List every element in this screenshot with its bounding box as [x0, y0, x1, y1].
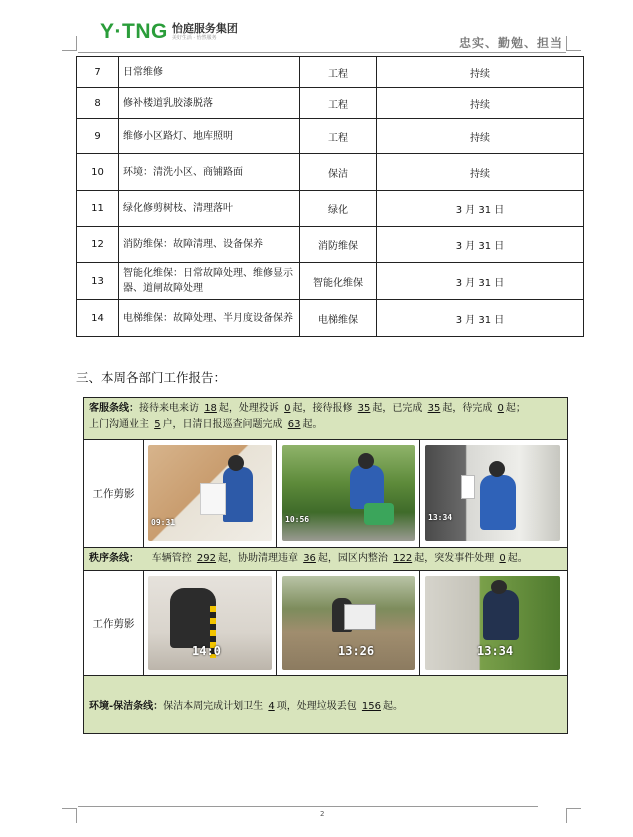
- photo-cell: [144, 571, 277, 675]
- task-content: 日常维修: [119, 57, 300, 88]
- header-divider: [78, 52, 566, 53]
- task-deadline: 持续: [377, 154, 584, 191]
- summary-value: 35: [427, 403, 441, 414]
- photo-row-label: 工作剪影: [84, 440, 144, 547]
- task-number: 11: [77, 191, 119, 227]
- photo-cell: [420, 440, 567, 547]
- photo-timestamp: 14:0: [192, 644, 221, 658]
- department-report: [83, 397, 568, 734]
- work-photo: [148, 576, 272, 670]
- summary-value: 0: [499, 553, 506, 564]
- task-department: 工程: [300, 88, 377, 119]
- task-content: 智能化维保：日常故障处理、维修显示器、道闸故障处理: [119, 263, 300, 300]
- task-department: 保洁: [300, 154, 377, 191]
- summary-value: 0: [284, 403, 291, 414]
- summary-value: 0: [497, 403, 504, 414]
- task-department: 工程: [300, 57, 377, 88]
- order-summary: [84, 548, 567, 571]
- summary-value: 4: [268, 701, 275, 712]
- photo-cell: [277, 440, 420, 547]
- summary-text: 起，协助清理违章: [218, 553, 298, 564]
- photo-cell: [277, 571, 420, 675]
- task-content: 绿化修剪树枝、清理落叶: [119, 191, 300, 227]
- work-photo: [425, 576, 560, 670]
- summary-text: 保洁本周完成计划卫生: [163, 701, 264, 712]
- work-photo: [282, 445, 415, 541]
- task-deadline: 持续: [377, 88, 584, 119]
- summary-text: 起，突发事件处理: [414, 553, 495, 564]
- photo-timestamp: 13:34: [477, 644, 514, 658]
- summary-text: 起。: [302, 419, 323, 430]
- task-content: 修补楼道乳胶漆脱落: [119, 88, 300, 119]
- task-content: 电梯维保：故障处理、半月度设备保养: [119, 300, 300, 337]
- task-number: 9: [77, 119, 119, 154]
- summary-text: 起。: [383, 701, 403, 712]
- photo-cell: [144, 440, 277, 547]
- task-department: 消防维保: [300, 227, 377, 263]
- task-department: 智能化维保: [300, 263, 377, 300]
- crop-mark-bottom-right: [566, 808, 581, 823]
- photo-timestamp: 13:26: [338, 644, 375, 658]
- photo-row-order: [84, 571, 567, 676]
- cleaning-summary: [84, 676, 567, 733]
- task-deadline: 持续: [377, 57, 584, 88]
- logo-chinese-name: 怡庭服务集团: [171, 21, 238, 35]
- summary-text: 接待来电来访: [139, 403, 199, 414]
- task-deadline: 持续: [377, 119, 584, 154]
- table-row: [77, 88, 584, 119]
- task-department: 工程: [300, 119, 377, 154]
- logo-tagline: 美好生活 · 怡然服务: [171, 34, 217, 41]
- summary-value: 292: [196, 553, 216, 564]
- summary-text: 起。: [507, 553, 528, 564]
- customer-service-summary: [84, 398, 567, 440]
- task-deadline: 3 月 31 日: [377, 227, 584, 263]
- summary-value: 36: [303, 553, 316, 564]
- summary-text: 起，待完成: [442, 403, 493, 414]
- photo-timestamp: 09:31: [151, 518, 176, 527]
- task-number: 13: [77, 263, 119, 300]
- task-number: 14: [77, 300, 119, 337]
- work-photo: [282, 576, 415, 670]
- photo-timestamp: 13:34: [428, 513, 453, 522]
- table-row: [77, 119, 584, 154]
- photo-row-label: 工作剪影: [84, 571, 144, 675]
- task-deadline: 3 月 31 日: [377, 263, 584, 300]
- task-number: 8: [77, 88, 119, 119]
- table-row: [77, 191, 584, 227]
- task-department: 绿化: [300, 191, 377, 227]
- crop-mark-top-left: [62, 36, 77, 51]
- summary-text: 项，处理垃圾丢包: [276, 701, 357, 712]
- task-number: 7: [77, 57, 119, 88]
- photo-cell: [420, 571, 567, 675]
- task-number: 10: [77, 154, 119, 191]
- summary-text: 起，园区内整治: [317, 553, 388, 564]
- summary-value: 5: [154, 419, 161, 430]
- footer-divider: [78, 806, 538, 807]
- crop-mark-bottom-left: [62, 808, 77, 823]
- summary-text: 户，日清日报巡查问题完成: [162, 419, 283, 430]
- logo-text: Y·TNG: [100, 20, 168, 43]
- task-deadline: 3 月 31 日: [377, 191, 584, 227]
- crop-mark-top-right: [566, 36, 581, 51]
- table-row: [77, 300, 584, 337]
- summary-value: 122: [393, 553, 413, 564]
- table-row: [77, 154, 584, 191]
- table-row: [77, 263, 584, 300]
- section-title: 三、本周各部门工作报告：: [76, 370, 227, 385]
- summary-value: 63: [287, 419, 301, 430]
- task-number: 12: [77, 227, 119, 263]
- table-row: [77, 57, 584, 88]
- customer-service-label: 客服条线：: [89, 403, 139, 414]
- work-photo: [425, 445, 560, 541]
- table-row: [77, 227, 584, 263]
- summary-text: 车辆管控: [151, 553, 192, 564]
- task-content: 维修小区路灯、地库照明: [119, 119, 300, 154]
- summary-value: 156: [361, 701, 381, 712]
- order-label: 秩序条线：: [89, 553, 139, 564]
- summary-text: 起，处理投诉: [218, 403, 279, 414]
- photo-row-customer-service: [84, 440, 567, 548]
- summary-text: 起，接待报修: [292, 403, 353, 414]
- task-content: 消防维保：故障清理、设备保养: [119, 227, 300, 263]
- cleaning-label: 环境-保洁条线：: [89, 701, 164, 712]
- company-logo: [100, 20, 238, 44]
- summary-text: 上门沟通业主: [89, 419, 149, 430]
- task-department: 电梯维保: [300, 300, 377, 337]
- summary-text: 起；: [505, 403, 526, 414]
- summary-text: 起，已完成: [372, 403, 423, 414]
- summary-value: 35: [357, 403, 371, 414]
- task-content: 环境：清洗小区、商铺路面: [119, 154, 300, 191]
- task-deadline: 3 月 31 日: [377, 300, 584, 337]
- work-photo: [148, 445, 272, 541]
- header-slogan: 忠实、勤勉、担当: [458, 36, 563, 50]
- page-number: 2: [320, 810, 325, 818]
- task-table: [76, 56, 584, 337]
- photo-timestamp: 10:56: [285, 515, 310, 524]
- summary-value: 18: [204, 403, 217, 414]
